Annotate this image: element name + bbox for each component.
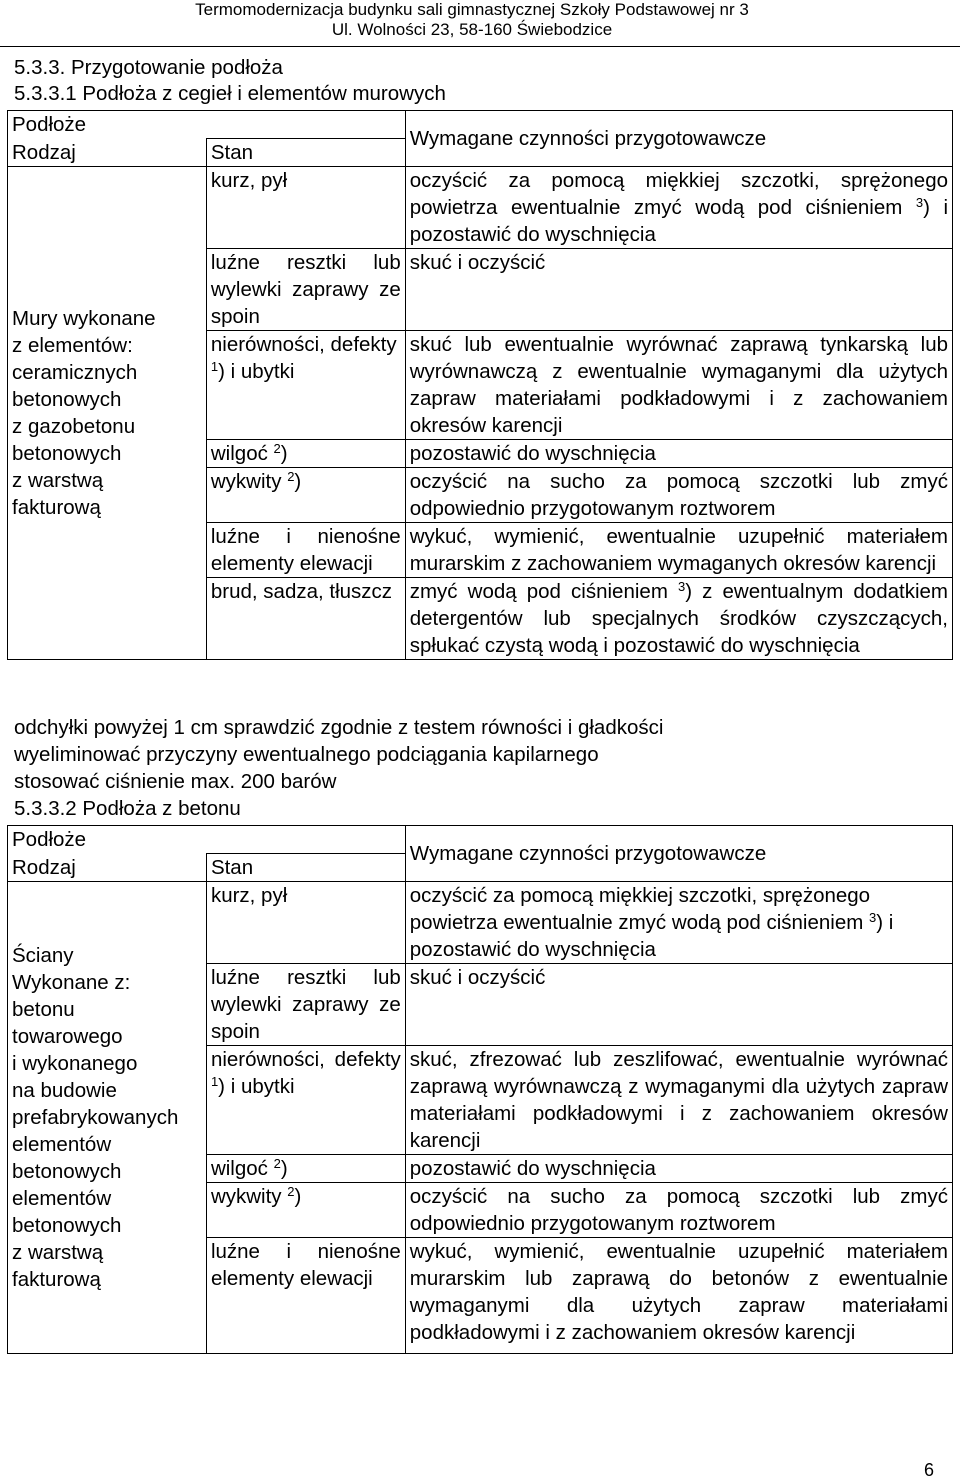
stan-cell: luźne resztki lub wylewki zaprawy ze spoin [206,249,405,331]
czynnosci-cell: zmyć wodą pod ciśnieniem $^3$) z ewentualnym dodatkiem detergentów lub specjalnych środków czyszczących, spłukać czystą wodą i pozostawić do wyschnięcia [405,578,952,660]
header-line-1: Termomodernizacja budynku sali gimnastycznej Szkoły Podstawowej nr 3 [195,0,749,19]
stan-cell: nierówności, defekty $^1$) i ubytki [206,1046,405,1155]
subsection-heading-1: 5.3.3.1 Podłoża z cegieł i elementów murowych [14,82,446,105]
section-heading: 5.3.3. Przygotowanie podłoża [14,56,283,79]
czynnosci-cell: oczyścić za pomocą miękkiej szczotki, sprężonego powietrza ewentualnie zmyć wodą pod ciśnieniem $^3$) i pozostawić do wyschnięcia [405,882,952,964]
note-line: stosować ciśnienie max. 200 barów [14,770,337,793]
table-header-podloze: Podłoże [8,826,406,854]
substrate-table-brick [7,110,953,660]
rodzaj-line: ceramicznych [12,361,138,384]
czynnosci-cell: pozostawić do wyschnięcia [405,1155,952,1183]
rodzaj-line: z warstwą [12,1241,104,1264]
table-header-podloze: Podłoże [8,111,406,139]
rodzaj-line: fakturową [12,496,101,519]
rodzaj-line: betonowych [12,1160,122,1183]
table-header-stan: Stan [206,139,405,167]
table-header-czynnosci: Wymagane czynności przygotowawcze [405,826,952,882]
rodzaj-line: towarowego [12,1025,123,1048]
stan-cell: kurz, pył [206,167,405,249]
rodzaj-cell [8,167,207,660]
table-header-czynnosci: Wymagane czynności przygotowawcze [405,111,952,167]
czynnosci-cell: skuć i oczyścić [405,249,952,331]
table-header-rodzaj: Rodzaj [8,854,207,882]
stan-cell: brud, sadza, tłuszcz [206,578,405,660]
note-line: wyeliminować przyczyny ewentualnego podciągania kapilarnego [14,743,599,766]
rodzaj-line: na budowie [12,1079,117,1102]
subsection-heading-2: 5.3.3.2 Podłoża z betonu [14,797,241,820]
czynnosci-cell: pozostawić do wyschnięcia [405,440,952,468]
rodzaj-line: Mury wykonane [12,307,156,330]
czynnosci-cell: skuć lub ewentualnie wyrównać zaprawą tynkarską lub wyrównawczą z ewentualnie wymaganymi dla użytych zapraw materiałami podkładowymi i z zachowaniem okresów karencji [405,331,952,440]
czynnosci-cell: skuć i oczyścić [405,964,952,1046]
czynnosci-cell: oczyścić na sucho za pomocą szczotki lub zmyć odpowiednio przygotowanym roztworem [405,468,952,523]
stan-cell: wilgoć $^2$) [206,1155,405,1183]
page-number: 6 [923,1460,934,1480]
rodzaj-line: Wykonane z: [12,971,131,994]
stan-cell: wilgoć $^2$) [206,440,405,468]
header-rule [0,46,960,47]
note-line: odchyłki powyżej 1 cm sprawdzić zgodnie z testem równości i gładkości [14,716,664,739]
rodzaj-line: betonowych [12,442,122,465]
czynnosci-cell: oczyścić na sucho za pomocą szczotki lub zmyć odpowiednio przygotowanym roztworem [405,1183,952,1238]
rodzaj-line: betonowych [12,388,122,411]
rodzaj-line: betonu [12,998,75,1021]
rodzaj-line: z elementów: [12,334,133,357]
stan-cell: kurz, pył [206,882,405,964]
czynnosci-cell: skuć, zfrezować lub zeszlifować, ewentualnie wyrównać zaprawą wyrównawczą z wymaganymi dla użytych zapraw materiałami podkładowymi i z zachowaniem okresów karencji [405,1046,952,1155]
substrate-table-concrete [7,825,953,1354]
rodzaj-line: betonowych [12,1214,122,1237]
header-line-2: Ul. Wolności 23, 58-160 Świebodzice [331,20,613,39]
czynnosci-cell: oczyścić za pomocą miękkiej szczotki, sprężonego powietrza ewentualnie zmyć wodą pod ciśnieniem $^3$) i pozostawić do wyschnięcia [405,167,952,249]
stan-cell: luźne i nienośne elementy elewacji [206,1238,405,1354]
rodzaj-line: prefabrykowanych [12,1106,179,1129]
rodzaj-line: i wykonanego [12,1052,138,1075]
rodzaj-line: fakturową [12,1268,101,1291]
stan-cell: nierówności, defekty $^1$) i ubytki [206,331,405,440]
stan-cell: wykwity $^2$) [206,1183,405,1238]
rodzaj-line: elementów [12,1187,112,1210]
table-header-rodzaj: Rodzaj [8,139,207,167]
rodzaj-line: z gazobetonu [12,415,136,438]
czynnosci-cell: wykuć, wymienić, ewentualnie uzupełnić materiałem murarskim lub zaprawą do betonów z ewentualnie wymaganymi dla użytych zapraw materiałami podkładowymi i z zachowaniem okresów karencji [405,1238,952,1354]
rodzaj-line: z warstwą [12,469,104,492]
page-header [152,0,792,40]
rodzaj-line: Ściany [12,944,74,967]
rodzaj-cell [8,882,207,1354]
czynnosci-cell: wykuć, wymienić, ewentualnie uzupełnić materiałem murarskim z zachowaniem wymaganych okresów karencji [405,523,952,578]
stan-cell: luźne i nienośne elementy elewacji [206,523,405,578]
rodzaj-line: elementów [12,1133,112,1156]
stan-cell: luźne resztki lub wylewki zaprawy ze spoin [206,964,405,1046]
stan-cell: wykwity $^2$) [206,468,405,523]
table-header-stan: Stan [206,854,405,882]
